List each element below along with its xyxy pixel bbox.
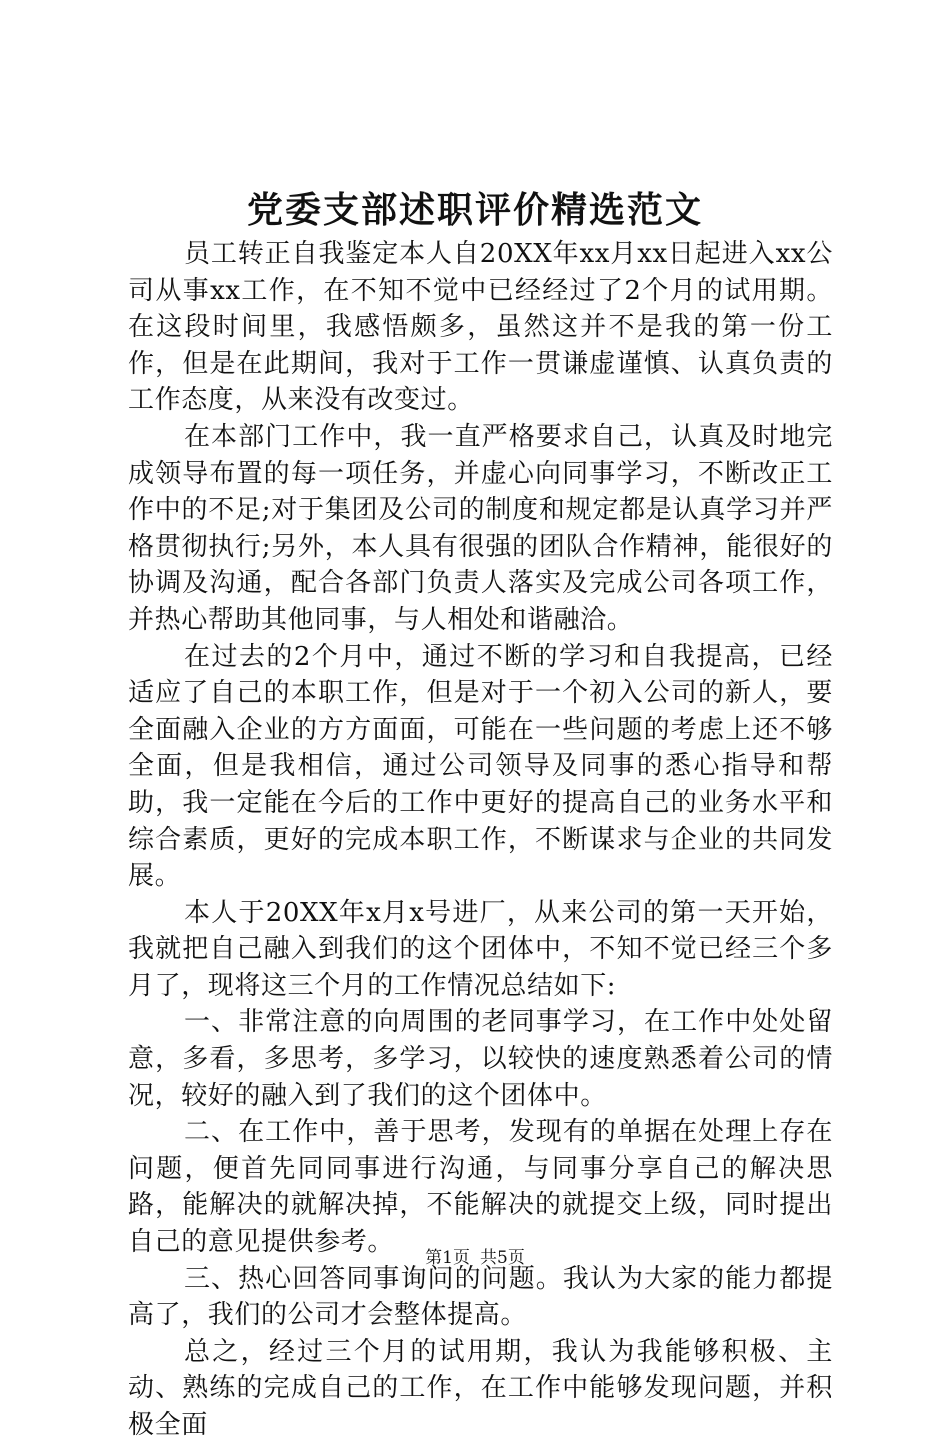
document-title: 党委支部述职评价精选范文 (246, 189, 703, 231)
page-number-total: 共5页 (480, 1248, 525, 1268)
paragraph: 员工转正自我鉴定本人自20XX年xx月xx日起进入xx公司从事xx工作，在不知不觉中已经经过了2个月的试用期。在这段时间里，我感悟颇多，虽然这并不是我的第一份工作，但是在此期间，我对于工作一贯谦虚谨慎、认真负责的工作态度，从来没有改变过。 (128, 239, 833, 416)
paragraph: 一、非常注意的向周围的老同事学习，在工作中处处留意，多看，多思考，多学习，以较快的速度熟悉着公司的情况，较好的融入到了我们的这个团体中。 (128, 1007, 833, 1111)
paragraph: 总之，经过三个月的试用期，我认为我能够积极、主动、熟练的完成自己的工作，在工作中能够发现问题，并积极全面 (128, 1336, 833, 1440)
paragraph: 本人于20XX年x月x号进厂，从来公司的第一天开始，我就把自己融入到我们的这个团体中，不知不觉已经三个多月了，现将这三个月的工作情况总结如下: (128, 897, 833, 1001)
paragraph: 三、热心回答同事询问的问题。我认为大家的能力都提高了，我们的公司才会整体提高。 (128, 1263, 833, 1331)
paragraph: 在本部门工作中，我一直严格要求自己，认真及时地完成领导布置的每一项任务，并虚心向同事学习，不断改正工作中的不足;对于集团及公司的制度和规定都是认真学习并严格贯彻执行;另外，本人具有很强的团队合作精神，能很好的协调及沟通，配合各部门负责人落实及完成公司各项工作，并热心帮助其他同事，与人相处和谐融洽。 (128, 421, 833, 635)
paragraph: 二、在工作中，善于思考，发现有的单据在处理上存在问题，便首先同同事进行沟通，与同事分享自己的解决思路，能解决的就解决掉，不能解决的就提交上级，同时提出自己的意见提供参考。 (128, 1117, 833, 1258)
paragraph: 在过去的2个月中，通过不断的学习和自我提高，已经适应了自己的本职工作，但是对于一个初入公司的新人，要全面融入企业的方方面面，可能在一些问题的考虑上还不够全面，但是我相信，通过公司领导及同事的悉心指导和帮助，我一定能在今后的工作中更好的提高自己的业务水平和综合素质，更好的完成本职工作，不断谋求与企业的共同发展。 (128, 641, 833, 892)
page-footer (0, 1246, 950, 1270)
page-number-current: 第1页 (425, 1248, 470, 1268)
